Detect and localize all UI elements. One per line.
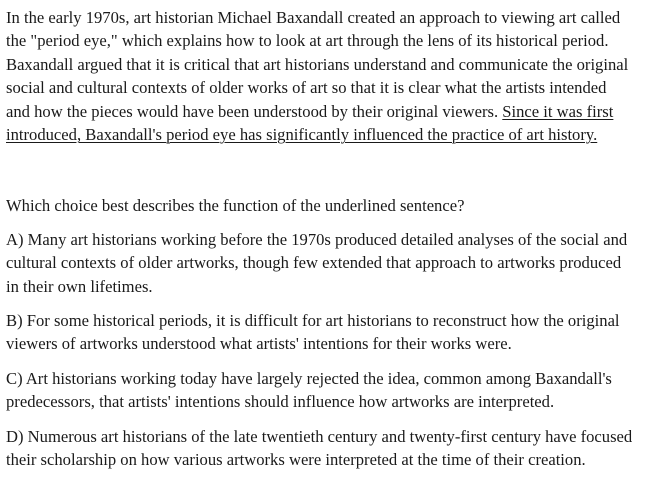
choice-b-line-2: viewers of artworks understood what artists' intentions for their works were. xyxy=(6,334,512,354)
choice-d-line-1: D) Numerous art historians of the late twentieth century and twenty-first century have focused xyxy=(6,427,633,446)
passage-line-5-text: and how the pieces would have been understood by their original viewers. xyxy=(6,101,503,121)
underlined-sentence-part-1: Since it was first xyxy=(502,101,614,121)
passage-line-5 xyxy=(6,100,658,123)
choice-a-line-2: cultural contexts of older artworks, though few extended that approach to artworks produced xyxy=(6,253,622,273)
passage-line-3: Baxandall argued that it is critical that art historians understand and communicate the original xyxy=(6,54,629,74)
answer-choice-c[interactable] xyxy=(6,367,658,414)
choice-c-line-1: C) Art historians working today have largely rejected the idea, common among Baxandall's xyxy=(6,369,612,388)
answer-choice-b[interactable] xyxy=(6,309,658,356)
choice-a-line-3: in their own lifetimes. xyxy=(6,276,153,296)
underlined-sentence-part-2: introduced, Baxandall's period eye has significantly influenced the practice of art history. xyxy=(6,125,598,145)
choice-a-line-1: A) Many art historians working before the 1970s produced detailed analyses of the social and xyxy=(6,230,628,249)
passage-line-4: social and cultural contexts of older works of art so that it is clear what the artists intended xyxy=(6,78,607,98)
question-stem: Which choice best describes the function of the underlined sentence? xyxy=(6,196,465,215)
passage-line-6 xyxy=(6,123,658,146)
answer-choice-a[interactable] xyxy=(6,228,658,298)
passage-line-1: In the early 1970s, art historian Michael Baxandall created an approach to viewing art called xyxy=(6,8,621,27)
choice-c-line-2: predecessors, that artists' intentions should influence how artworks are interpreted. xyxy=(6,392,555,412)
answer-choice-d[interactable] xyxy=(6,425,658,472)
passage-line-2: the "period eye," which explains how to look at art through the lens of its historical period. xyxy=(6,31,609,51)
choice-b-line-1: B) For some historical periods, it is difficult for art historians to reconstruct how the original xyxy=(6,311,620,330)
choice-d-line-2: their scholarship on how various artworks were interpreted at the time of their creation. xyxy=(6,450,586,470)
reading-passage xyxy=(6,6,658,146)
